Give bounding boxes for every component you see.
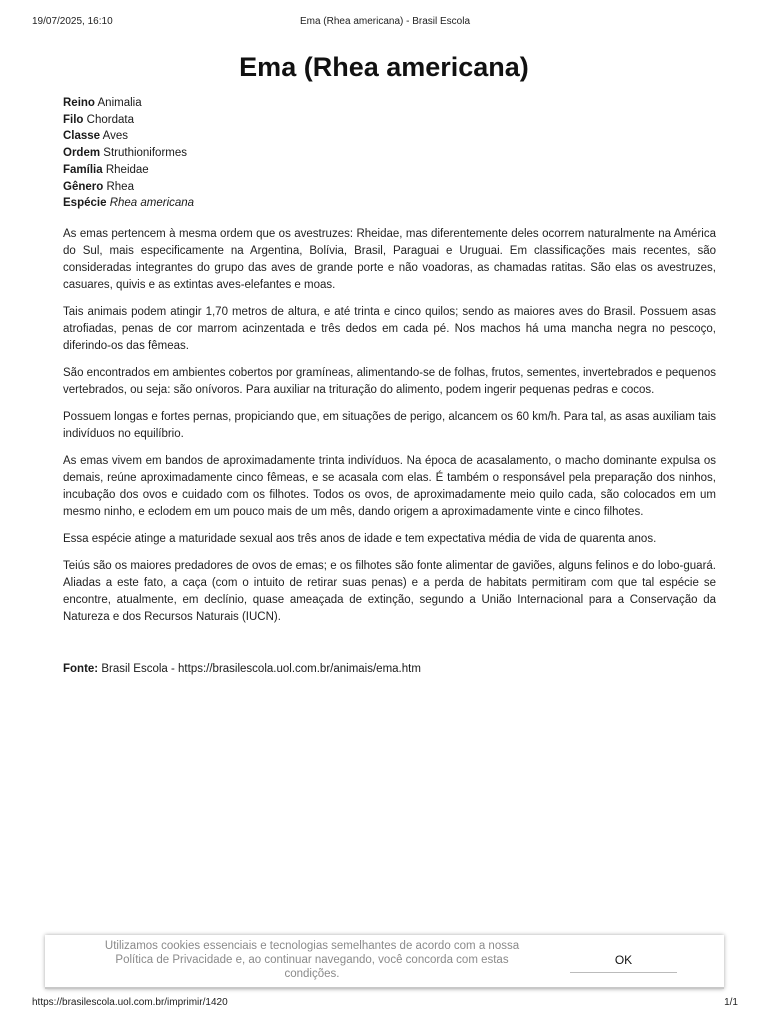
print-page-title: Ema (Rhea americana) - Brasil Escola [299, 16, 471, 27]
taxonomy-value: Struthioniformes [103, 147, 188, 160]
paragraph-habitat: São encontrados em ambientes cobertos por gramíneas, alimentando-se de folhas, frutos, sementes, invertebrados e pequenos vertebrados, ou seja: são onívoros. Para auxiliar na trituração do alimento, podem ingerir pequenas pedras e cocos. [63, 366, 716, 396]
print-url: https://brasilescola.uol.com.br/imprimir/1420 [32, 997, 228, 1008]
paragraph-velocidade: Possuem longas e fortes pernas, propiciando que, em situações de perigo, alcancem os 60 km/h. Para tal, as asas auxiliam tais indivíduos no equilíbrio. [63, 410, 716, 440]
cookie-banner-text: Utilizamos cookies essenciais e tecnologias semelhantes de acordo com a nossa Política de Privacidade e, ao continuar navegando, você concorda com estas condições. [104, 940, 520, 980]
paragraph-reproducao: As emas vivem em bandos de aproximadamente trinta indivíduos. Na época de acasalamento, o macho dominante expulsa os demais, reúne aproximadamente cinco fêmeas, e se acasala com elas. É também o responsável pela preparação dos ninhos, incubação dos ovos e cuidado com os filhotes. Todos os ovos, de aproximadamente meio quilo cada, são colocados em um mesmo ninho, e eclodem em um pouco mais de um mês, dando origem a aproximadamente vinte e cinco filhotes. [63, 454, 716, 518]
taxonomy-label: Reino [63, 97, 95, 109]
taxonomy-row-ordem [63, 145, 716, 162]
print-footer [32, 997, 738, 1011]
taxonomy-label: Gênero [63, 180, 104, 193]
taxonomy-value: Aves [102, 130, 129, 143]
cookie-ok-button[interactable]: OK [570, 947, 677, 973]
taxonomy-row-familia [63, 162, 716, 179]
paragraph-ordem: As emas pertencem à mesma ordem que os avestruzes: Rheidae, mas diferentemente deles ocorrem naturalmente na América do Sul, mais especificamente na Argentina, Bolívia, Brasil, Paraguai e Uruguai. Em classificações mais recentes, são consideradas integrantes do grupo das aves de grande porte e não voadoras, as chamadas ratitas. São elas os avestruzes, casuares, quivis e as extintas aves-elefantes e moas. [63, 227, 716, 291]
taxonomy-label: Família [63, 163, 103, 176]
taxonomy-row-reino [63, 95, 716, 112]
article-content [63, 95, 716, 677]
page-title: Ema (Rhea americana) [239, 52, 529, 82]
page-count: 1/1 [724, 997, 738, 1008]
source-label: Fonte: [63, 662, 99, 675]
taxonomy-row-especie [63, 195, 716, 212]
print-header [32, 16, 738, 30]
paragraph-predadores: Teiús são os maiores predadores de ovos de emas; e os filhotes são fonte alimentar de gaviões, alguns felinos e do lobo-guará. Aliadas a este fato, a caça (com o intuito de retirar suas penas) e a perda de habitats permitiram com que tal espécie se encontre, atualmente, em declínio, quase ameaçada de extinção, segundo a União Internacional para a Conservação da Natureza e dos Recursos Naturais (IUCN). [63, 559, 716, 623]
taxonomy-label: Ordem [63, 147, 101, 160]
taxonomy-value: Rheidae [105, 163, 149, 176]
taxonomy-label: Classe [63, 130, 101, 143]
taxonomy-value: Chordata [86, 113, 134, 126]
taxonomy-row-genero [63, 179, 716, 196]
paragraph-morfologia: Tais animais podem atingir 1,70 metros de altura, e até trinta e cinco quilos; sendo as maiores aves do Brasil. Possuem asas atrofiadas, penas de cor marrom acinzentada e três dedos em cada pé. Nos machos há uma mancha negra no pescoço, diferindo-os das fêmeas. [63, 305, 716, 352]
print-datetime: 19/07/2025, 16:10 [32, 16, 113, 27]
taxonomy-label: Espécie [63, 197, 107, 210]
taxonomy-row-filo [63, 112, 716, 129]
taxonomy-value: Rhea [106, 180, 134, 193]
source-text: Brasil Escola - https://brasilescola.uol.com.br/animais/ema.htm [101, 662, 421, 675]
paragraph-maturidade: Essa espécie atinge a maturidade sexual aos três anos de idade e tem expectativa média de vida de quarenta anos. [63, 532, 657, 545]
cookie-banner [45, 935, 724, 989]
source-citation [63, 661, 716, 677]
taxonomy-list [63, 95, 716, 212]
taxonomy-value: Rhea americana [109, 197, 195, 210]
taxonomy-row-classe [63, 128, 716, 145]
taxonomy-value: Animalia [97, 97, 142, 109]
taxonomy-label: Filo [63, 113, 84, 126]
